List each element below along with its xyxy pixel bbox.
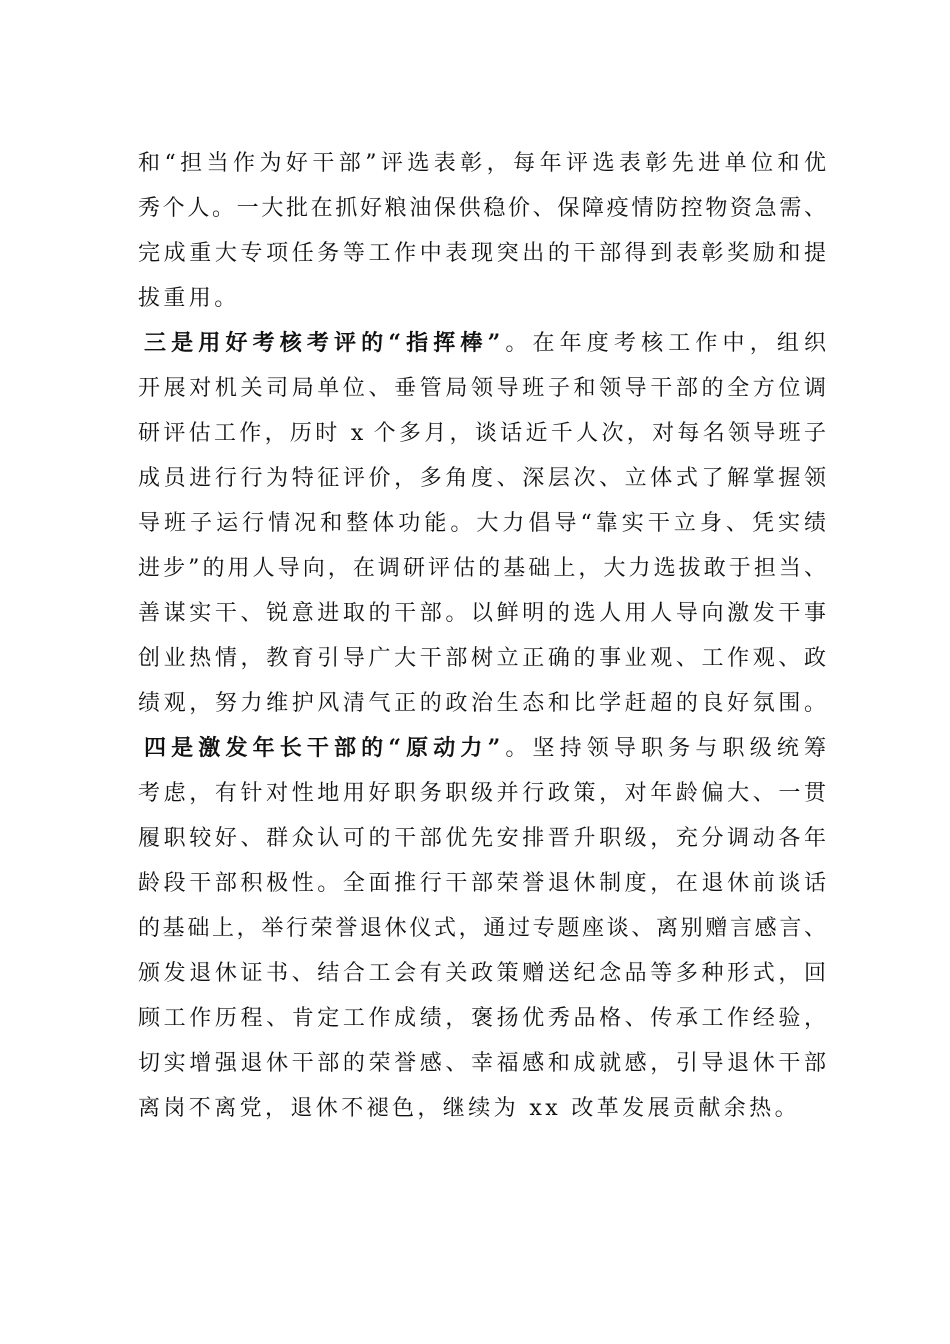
text-span: 。在年度考核工作中，组织 xyxy=(500,331,826,356)
text-line: 开展对机关司局单位、垂管局领导班子和领导干部的全方位调 xyxy=(138,376,826,401)
document-page xyxy=(138,141,826,1131)
paragraph-assessment xyxy=(138,321,826,726)
text-line: 善谋实干、锐意进取的干部。以鲜明的选人用人导向激发干事 xyxy=(138,601,826,626)
text-line: 切实增强退休干部的荣誉感、幸福感和成就感，引导退休干部 xyxy=(138,1051,826,1076)
text-line xyxy=(138,726,826,771)
text-line: 履职较好、群众认可的干部优先安排晋升职级，充分调动各年 xyxy=(138,826,826,851)
paragraph-heading: 三是用好考核考评的“指挥棒” xyxy=(144,330,501,356)
text-line: 顾工作历程、肯定工作成绩，褒扬优秀品格、传承工作经验， xyxy=(138,1006,826,1031)
text-line: 导班子运行情况和整体功能。大力倡导“靠实干立身、凭实绩 xyxy=(138,511,826,536)
text-line: 考虑，有针对性地用好职务职级并行政策，对年龄偏大、一贯 xyxy=(138,781,826,806)
text-line: 创业热情，教育引导广大干部树立正确的事业观、工作观、政 xyxy=(138,646,826,671)
text-line: 完成重大专项任务等工作中表现突出的干部得到表彰奖励和提 xyxy=(138,241,826,266)
text-line: 成员进行行为特征评价，多角度、深层次、立体式了解掌握领 xyxy=(138,466,826,491)
text-line: 拔重用。 xyxy=(138,286,240,311)
text-line: 研评估工作，历时 x 个多月，谈话近千人次，对每名领导班子 xyxy=(138,421,826,446)
paragraph-senior-cadres xyxy=(138,726,826,1131)
text-line: 颁发退休证书、结合工会有关政策赠送纪念品等多种形式，回 xyxy=(138,961,826,986)
text-line: 的基础上，举行荣誉退休仪式，通过专题座谈、离别赠言感言、 xyxy=(138,916,826,941)
text-span: 。坚持领导职务与职级统筹 xyxy=(500,736,826,761)
paragraph-awards xyxy=(138,141,826,321)
text-line xyxy=(138,321,826,366)
text-line: 进步”的用人导向，在调研评估的基础上，大力选拔敢于担当、 xyxy=(138,556,826,581)
text-line: 和“担当作为好干部”评选表彰，每年评选表彰先进单位和优 xyxy=(138,151,826,176)
text-line: 秀个人。一大批在抓好粮油保供稳价、保障疫情防控物资急需、 xyxy=(138,196,826,221)
text-line: 绩观，努力维护风清气正的政治生态和比学赶超的良好氛围。 xyxy=(138,691,826,716)
text-line: 离岗不离党，退休不褪色，继续为 xx 改革发展贡献余热。 xyxy=(138,1096,801,1121)
paragraph-heading: 四是激发年长干部的“原动力” xyxy=(144,735,501,761)
text-line: 龄段干部积极性。全面推行干部荣誉退休制度，在退休前谈话 xyxy=(138,871,826,896)
